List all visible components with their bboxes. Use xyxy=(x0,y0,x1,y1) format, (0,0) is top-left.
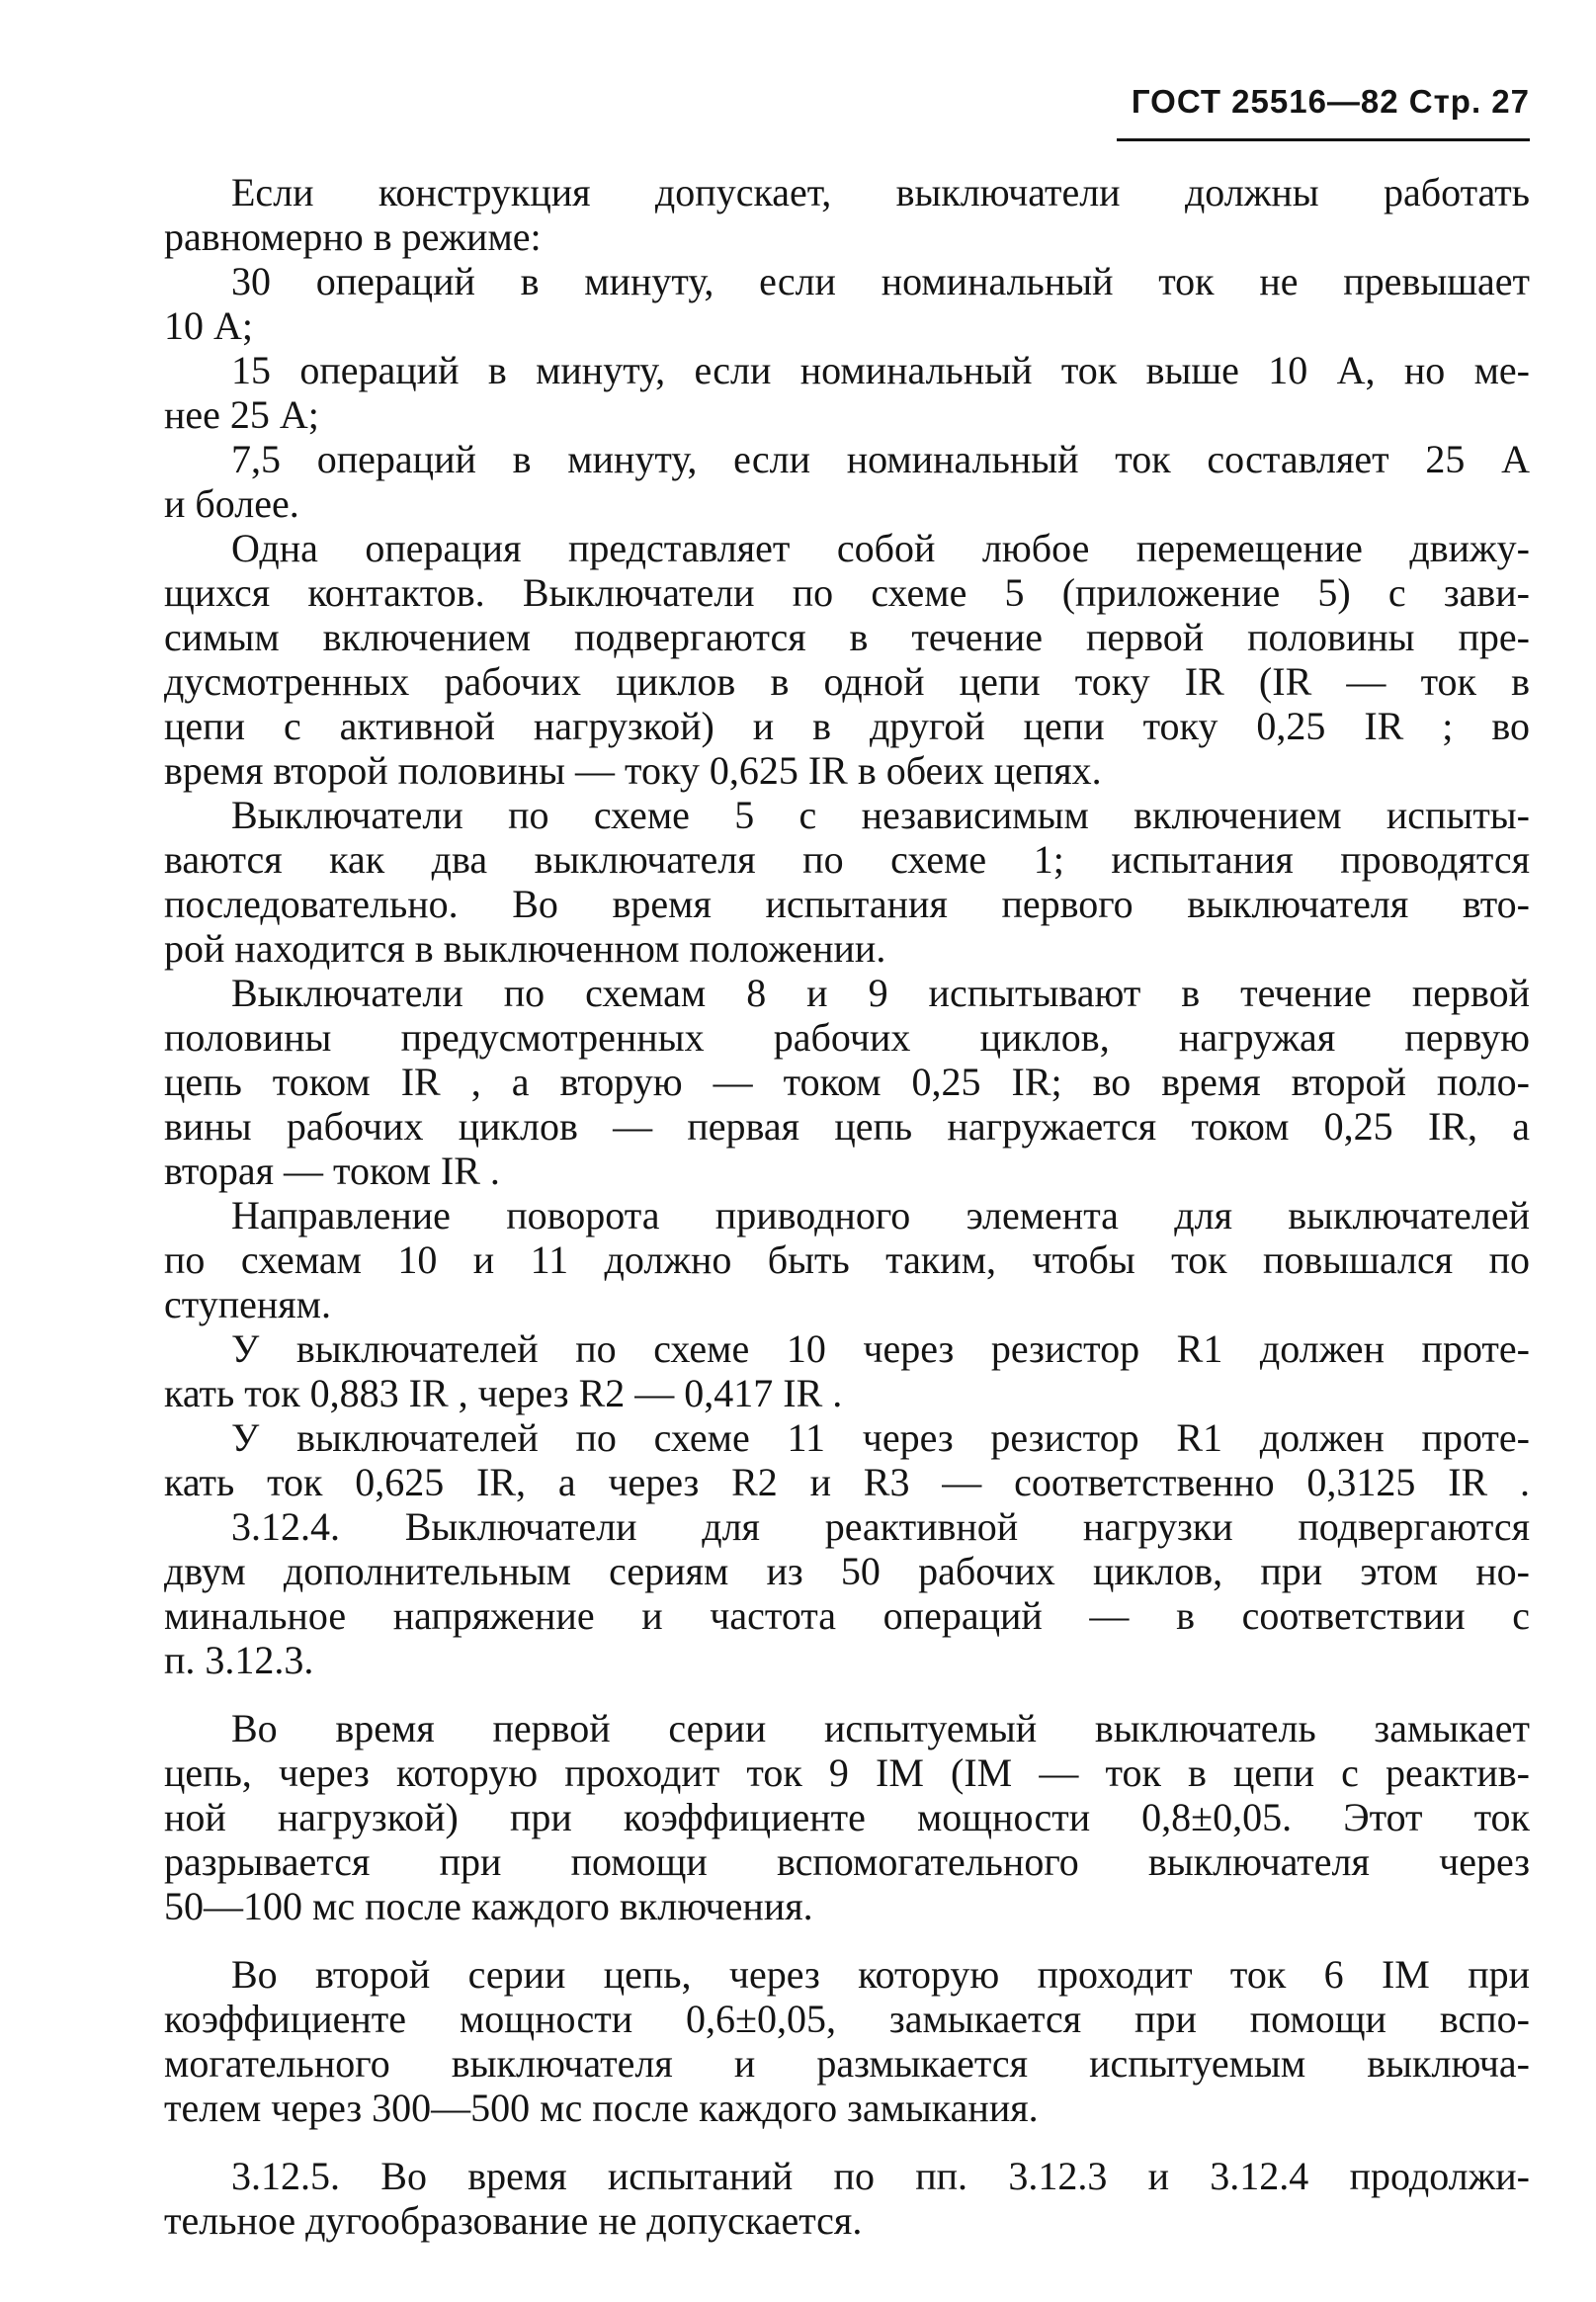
text-line: 15 операций в минуту, если номинальный ток выше 10 А, но ме- xyxy=(231,348,1530,392)
text-line: вторая — током IR . xyxy=(164,1149,500,1193)
document-body xyxy=(164,170,1530,2243)
text-line: нее 25 А; xyxy=(164,392,319,437)
text-line: ваются как два выключателя по схеме 1; испытания проводятся xyxy=(164,837,1530,882)
text-line: тельное дугообразование не допускается. xyxy=(164,2198,863,2243)
text-line: цепь током IR , а вторую — током 0,25 IR; во время второй поло- xyxy=(164,1060,1530,1104)
text-line: У выключателей по схеме 10 через резистор R1 должен проте- xyxy=(231,1326,1530,1371)
text-line: ной нагрузкой) при коэффициенте мощности 0,8±0,05. Этот ток xyxy=(164,1795,1530,1839)
text-line: время второй половины — току 0,625 IR в обеих цепях. xyxy=(164,748,1102,793)
text-line: равномерно в режиме: xyxy=(164,214,542,259)
text-line: 3.12.4. Выключатели для реактивной нагрузки подвергаются xyxy=(231,1504,1530,1549)
text-line: могательного выключателя и размыкается испытуемым выключа- xyxy=(164,2041,1530,2086)
text-line: двум дополнительным сериям из 50 рабочих циклов, при этом но- xyxy=(164,1549,1530,1593)
text-line: У выключателей по схеме 11 через резистор R1 должен проте- xyxy=(231,1415,1530,1460)
text-line: кать ток 0,883 IR , через R2 — 0,417 IR . xyxy=(164,1371,843,1415)
text-line: ступеням. xyxy=(164,1282,331,1326)
text-line: последовательно. Во время испытания первого выключателя вто- xyxy=(164,882,1530,926)
text-line: цепи с активной нагрузкой) и в другой цепи току 0,25 IR ; во xyxy=(164,704,1530,748)
text-line: Выключатели по схемам 8 и 9 испытывают в течение первой xyxy=(231,971,1530,1015)
text-line: и более. xyxy=(164,481,299,526)
text-line: 7,5 операций в минуту, если номинальный ток составляет 25 А xyxy=(231,437,1530,481)
text-line: цепь, через которую проходит ток 9 IM (IM — ток в цепи с реактив- xyxy=(164,1750,1530,1795)
text-line: Выключатели по схеме 5 с независимым включением испыты- xyxy=(231,793,1530,837)
text-line: щихся контактов. Выключатели по схеме 5 (приложение 5) с зави- xyxy=(164,570,1530,615)
text-line: половины предусмотренных рабочих циклов, нагружая первую xyxy=(164,1015,1530,1060)
text-line: дусмотренных рабочих циклов в одной цепи току IR (IR — ток в xyxy=(164,659,1530,704)
text-line: Если конструкция допускает, выключатели должны работать xyxy=(231,170,1530,214)
text-line: минальное напряжение и частота операций — в соответствии с xyxy=(164,1593,1530,1638)
text-line: 50—100 мс после каждого включения. xyxy=(164,1884,813,1928)
text-line: 3.12.5. Во время испытаний по пп. 3.12.3 и 3.12.4 продолжи- xyxy=(231,2154,1530,2198)
text-line: Одна операция представляет собой любое перемещение движу- xyxy=(231,526,1530,570)
text-line: коэффициенте мощности 0,6±0,05, замыкается при помощи вспо- xyxy=(164,1997,1530,2041)
text-line: вины рабочих циклов — первая цепь нагружается током 0,25 IR, а xyxy=(164,1104,1530,1149)
text-line: телем через 300—500 мс после каждого замыкания. xyxy=(164,2086,1039,2130)
text-line: 30 операций в минуту, если номинальный ток не превышает xyxy=(231,259,1530,303)
text-line: рой находится в выключенном положении. xyxy=(164,926,886,971)
text-line: Направление поворота приводного элемента для выключателей xyxy=(231,1193,1530,1237)
text-line: симым включением подвергаются в течение первой половины пре- xyxy=(164,615,1530,659)
text-line: Во время первой серии испытуемый выключатель замыкает xyxy=(231,1706,1530,1750)
text-line: по схемам 10 и 11 должно быть таким, чтобы ток повышался по xyxy=(164,1237,1530,1282)
page-header: ГОСТ 25516—82 Стр. 27 xyxy=(1131,83,1530,120)
text-line: разрывается при помощи вспомогательного выключателя через xyxy=(164,1839,1530,1884)
header-rule xyxy=(1117,138,1530,141)
text-line: кать ток 0,625 IR, а через R2 и R3 — соответственно 0,3125 IR . xyxy=(164,1460,1530,1504)
text-line: 10 А; xyxy=(164,303,253,348)
text-line: п. 3.12.3. xyxy=(164,1638,314,1682)
text-line: Во второй серии цепь, через которую проходит ток 6 IM при xyxy=(231,1952,1530,1997)
